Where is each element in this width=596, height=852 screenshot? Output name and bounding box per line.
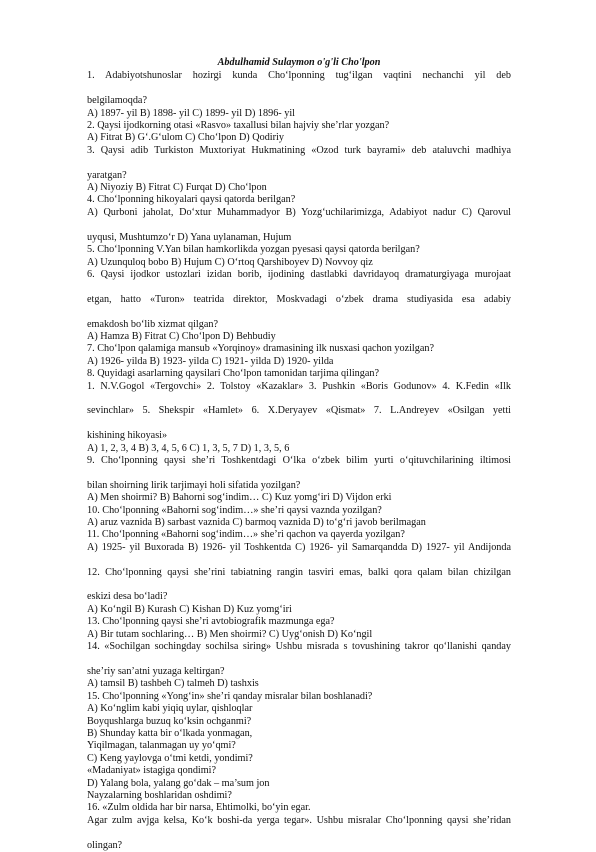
text-line: 5. Cho‘lponning V.Yan bilan hamkorlikda yozgan pyesasi qaysi qatorda berilgan?: [87, 244, 420, 256]
text-line: A) Bir tutam sochlaring… B) Men shoirmi? C) Uyg‘onish D) Ko‘ngil: [87, 628, 373, 640]
text-line: Agar zulm avjga kelsa, Ko‘k boshi-da yerga tegar». Ushbu misralar Cho‘lponning qaysi she’ridan: [87, 814, 511, 826]
text-line: 3. Qaysi adib Turkiston Muxtoriyat Hukmatining «Ozod turk bayrami» deb ataluvchi madhiya: [87, 144, 511, 156]
text-line: A) Ko‘ngil B) Kurash C) Kishan D) Kuz yomg‘iri: [87, 603, 292, 615]
text-line: Nayzalarning boshlaridan oshdimi?: [87, 789, 232, 801]
text-line: Boyqushlarga buzuq ko‘ksin ochganmi?: [87, 715, 252, 727]
text-line: 9. Cho‘lponning qaysi she’ri Toshkentdagi O‘lka o‘zbek bilim yurti o‘qituvchilarining iltimosi: [87, 455, 511, 466]
text-line: 16. «Zulm oldida har bir narsa, Ehtimolki, bo‘yin egar.: [87, 802, 311, 814]
text-line: 10. Cho‘lponning «Bahorni sog‘indim…» she’ri qaysi vaznda yozilgan?: [87, 504, 382, 516]
document-page: [87, 57, 511, 852]
text-line: 1. Adabiyotshunoslar hozirgi kunda Cho‘lponning tug‘ilgan vaqtini nechanchi yil deb: [87, 70, 511, 82]
text-line: A) Hamza B) Fitrat C) Cho‘lpon D) Behbudiy: [87, 330, 276, 342]
text-line: yaratgan?: [87, 169, 127, 181]
text-line: olingan?: [87, 839, 123, 851]
text-line: kishining hikoyasi»: [87, 430, 168, 442]
text-line: eskizi desa bo‘ladi?: [87, 591, 168, 603]
text-line: Yiqilmagan, talanmagan uy yo‘qmi?: [87, 740, 236, 752]
text-line: C) Keng yaylovga o‘tmi ketdi, yondimi?: [87, 752, 253, 764]
text-line: A) 1897- yil B) 1898- yil C) 1899- yil D) 1896- yil: [87, 107, 295, 119]
text-line: A) Men shoirmi? B) Bahorni sog‘indim… C) Kuz yomg‘iri D) Vijdon erki: [87, 492, 392, 504]
text-line: bilan shoirning lirik tarjimayi holi sifatida yozilgan?: [87, 479, 301, 491]
text-line: B) Shunday katta bir o‘lkada yonmagan,: [87, 727, 253, 739]
text-line: A) tamsil B) tashbeh C) talmeh D) tashxis: [87, 678, 259, 690]
text-line: A) 1926- yilda B) 1923- yilda C) 1921- yilda D) 1920- yilda: [87, 355, 334, 367]
text-line: 15. Cho‘lponning «Yong‘in» she’ri qanday misralar bilan boshlanadi?: [87, 690, 373, 702]
text-line: A) aruz vaznida B) sarbast vaznida C) barmoq vaznida D) to‘g‘ri javob berilmagan: [87, 517, 426, 529]
text-line: 13. Cho‘lponning qaysi she’ri avtobiografik mazmunga ega?: [87, 616, 335, 628]
text-line: A) Fitrat B) G‘.G‘ulom C) Cho‘lpon D) Qodiriy: [87, 132, 284, 144]
text-line: sevinchlar» 5. Shekspir «Hamlet» 6. X.Deryayev «Qismat» 7. L.Andreyev «Osilgan yetti: [87, 405, 511, 417]
text-line: A) 1, 2, 3, 4 B) 3, 4, 5, 6 C) 1, 3, 5, 7 D) 1, 3, 5, 6: [87, 442, 290, 454]
text-line: etgan, hatto «Turon» teatrida direktor, Moskvadagi o‘zbek drama studiyasida esa adabiy: [87, 293, 511, 305]
text-line: A) Uzunquloq bobo B) Hujum C) O‘rtoq Qarshiboyev D) Novvoy qiz: [87, 256, 373, 268]
text-line: 14. «Sochilgan sochingday sochilsa siring» Ushbu misrada s tovushining takror qo‘llanishi qanday: [87, 641, 511, 653]
text-line: emakdosh bo‘lib xizmat qilgan?: [87, 318, 218, 330]
text-line: A) Qurboni jaholat, Do‘xtur Muhammadyor B) Yozg‘uchilarimizga, Adabiyot nadur C) Qarovul: [87, 206, 511, 218]
text-line: 6. Qaysi ijodkor ustozlari izidan borib, ijodining dastlabki davridayoq dramaturgiyaga murojaat: [87, 268, 511, 280]
text-line: 8. Quyidagi asarlarning qaysilari Cho‘lpon tamonidan tarjima qilingan?: [87, 368, 379, 380]
document-title: Abdulhamid Sulaymon o'g'li Cho'lpon: [217, 57, 381, 68]
text-line: A) Ko‘nglim kabi yiqiq uylar, qishloqlar: [87, 703, 253, 715]
text-line: «Madaniyat» istagiga qondimi?: [87, 765, 217, 777]
text-line: A) 1925- yil Buxorada B) 1926- yil Toshkentda C) 1926- yil Samarqandda D) 1927- yil Andijonda: [87, 541, 511, 553]
text-line: belgilamoqda?: [87, 95, 147, 107]
text-line: D) Yalang bola, yalang go‘dak – ma’sum jon: [87, 777, 270, 789]
text-line: A) Niyoziy B) Fitrat C) Furqat D) Cho‘lpon: [87, 182, 267, 194]
text-line: 12. Cho‘lponning qaysi she’rini tabiatning rangin tasviri emas, balki qora qalam bilan chizilgan: [87, 566, 511, 578]
text-line: she’riy san’atni yuzaga keltirgan?: [87, 665, 225, 677]
text-line: 1. N.V.Gogol «Tergovchi» 2. Tolstoy «Kazaklar» 3. Pushkin «Boris Godunov» 4. K.Fedin «Ilk: [87, 380, 511, 392]
text-line: 11. Cho‘lponning «Bahorni sog‘indim…» she’ri qachon va qayerda yozilgan?: [87, 529, 405, 541]
text-line: 2. Qaysi ijodkorning otasi «Rasvo» taxallusi bilan hajviy she’rlar yozgan?: [87, 120, 390, 132]
text-line: 4. Cho‘lponning hikoyalari qaysi qatorda berilgan?: [87, 194, 296, 206]
question-list: [87, 70, 511, 852]
text-line: 7. Cho‘lpon qalamiga mansub «Yorqinoy» dramasining ilk nusxasi qachon yozilgan?: [87, 343, 434, 355]
text-line: uyqusi, Mushtumzo‘r D) Yana uylanaman, Hujum: [87, 231, 292, 243]
